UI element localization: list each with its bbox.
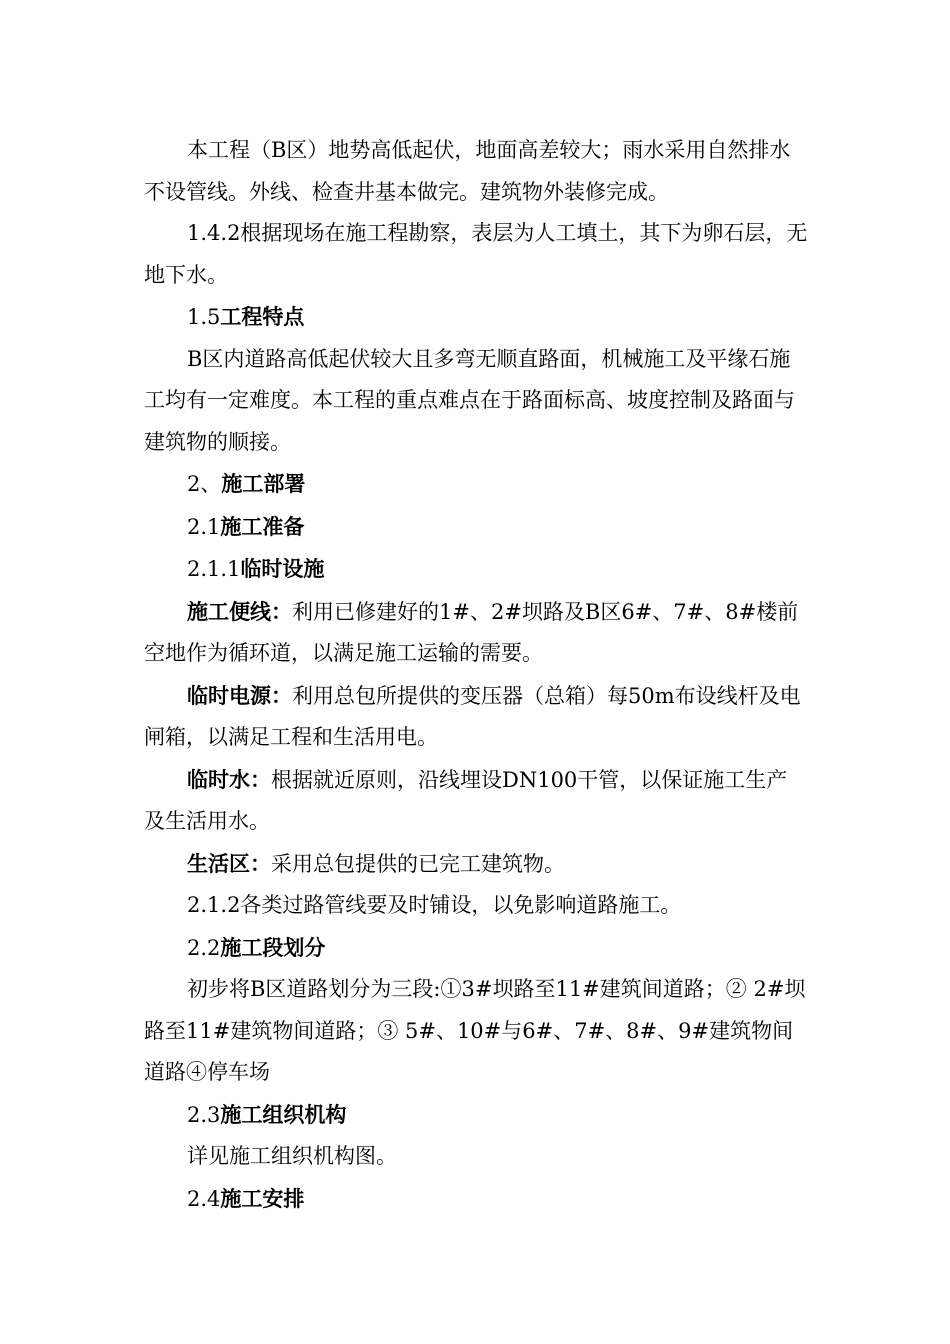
paragraph-text: 详见施工组织机构图。 [187,1144,397,1168]
heading-2-1 [144,506,808,549]
paragraph-text: 初步将B区道路划分为三段:①3#坝路至11#建筑间道路；② 2#坝路至11#建筑物间道路；③ 5#、10#与6#、7#、8#、9#建筑物间道路④停车场 [144,977,806,1084]
lead-label: 临时水： [187,766,271,792]
heading-2-4 [144,1178,808,1221]
paragraph-living-area [144,843,808,886]
lead-label: 临时电源： [187,682,292,708]
paragraph-text: 采用总包提供的已完工建筑物。 [271,851,565,876]
heading-2 [144,463,808,506]
heading-number: 1.5 [187,305,221,329]
heading-number: 2.1.1 [187,557,241,581]
heading-number: 2、 [187,472,222,496]
heading-number: 2.1 [187,514,221,539]
paragraph-terrain [144,130,808,213]
paragraph-text: 利用已修建好的1#、2#坝路及B区6#、7#、8#楼前空地作为循环道，以满足施工运输的需要。 [144,599,799,665]
paragraph-org-chart [144,1136,808,1178]
paragraph-temp-power [144,675,808,759]
heading-2-3 [144,1094,808,1137]
lead-label: 生活区： [187,850,271,876]
paragraph-text: 根据就近原则，沿线埋设DN100干管，以保证施工生产及生活用水。 [144,767,788,833]
heading-number: 2.4 [187,1186,221,1211]
heading-2-1-1 [144,548,808,591]
lead-label: 施工便线： [187,598,292,624]
heading-title: 施工安排 [220,1185,305,1211]
heading-number: 2.2 [187,935,221,960]
paragraph-temp-water [144,759,808,843]
paragraph-features [144,339,808,464]
paragraph-text: 2.1.2各类过路管线要及时铺设，以免影响道路施工。 [187,893,682,917]
heading-title: 施工部署 [221,471,306,496]
paragraph-text: 利用总包所提供的变压器（总箱）每50m布设线杆及电闸箱，以满足工程和生活用电。 [144,683,801,749]
paragraph-text: 1.4.2根据现场在施工程勘察，表层为人工填土，其下为卵石层，无地下水。 [144,221,808,287]
heading-number: 2.3 [187,1102,221,1127]
paragraph-text: B区内道路高低起伏较大且多弯无顺直路面，机械施工及平缘石施工均有一定难度。本工程的重点难点在于路面标高、坡度控制及路面与建筑物的顺接。 [144,346,795,454]
paragraph-survey [144,213,808,296]
paragraph-temp-road [144,591,808,675]
heading-title: 施工准备 [220,513,305,539]
heading-2-2 [144,927,808,970]
document-body [144,130,808,1220]
paragraph-pipelines [144,885,808,927]
paragraph-text: 本工程（B区）地势高低起伏，地面高差较大；雨水采用自然排水不设管线。外线、检查井基本做完。建筑物外装修完成。 [144,138,791,204]
heading-title: 临时设施 [240,556,325,581]
heading-title: 工程特点 [220,304,305,329]
heading-title: 施工组织机构 [220,1101,347,1127]
heading-1-5 [144,296,808,339]
heading-title: 施工段划分 [220,934,326,960]
paragraph-sections [144,969,808,1094]
